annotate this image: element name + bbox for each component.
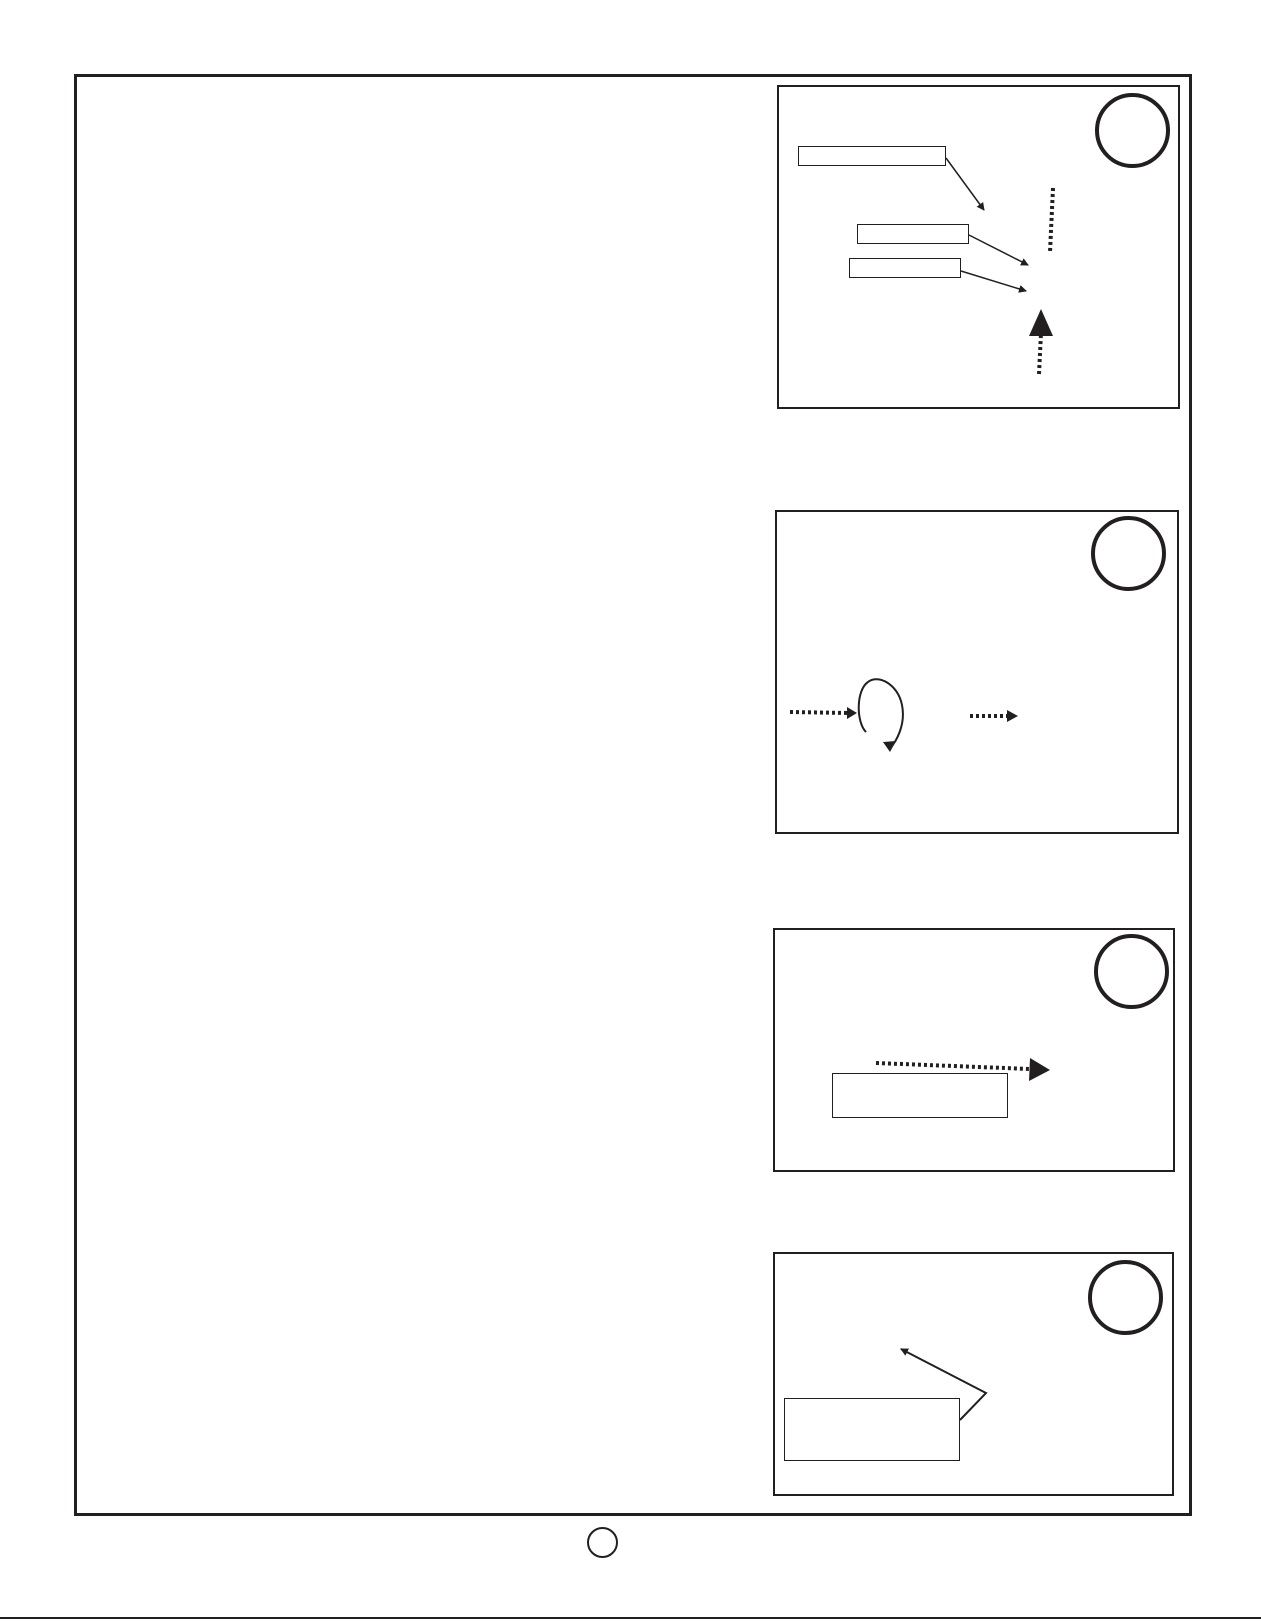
rotation-arrow-head xyxy=(883,741,896,752)
bottom-rule xyxy=(0,1617,1261,1619)
rotation-arrow xyxy=(859,679,903,748)
leader-line-1c xyxy=(961,271,1026,291)
dotted-arrow-left-shaft xyxy=(790,712,848,713)
page-number-circle xyxy=(587,1527,618,1558)
dotted-arrow-right-head xyxy=(1007,710,1018,722)
dotted-line-vertical xyxy=(1050,188,1053,252)
leader-line-1b xyxy=(969,235,1028,265)
dotted-arrow-left-head xyxy=(847,707,857,719)
leader-line-1a xyxy=(946,158,984,210)
dotted-arrow-up-head xyxy=(1029,309,1053,336)
dotted-arrow-long-head xyxy=(1029,1058,1050,1081)
leader-line-4a xyxy=(901,1349,986,1420)
dotted-arrow-up-shaft xyxy=(1039,333,1041,374)
dotted-arrow-long-shaft xyxy=(876,1063,1030,1069)
